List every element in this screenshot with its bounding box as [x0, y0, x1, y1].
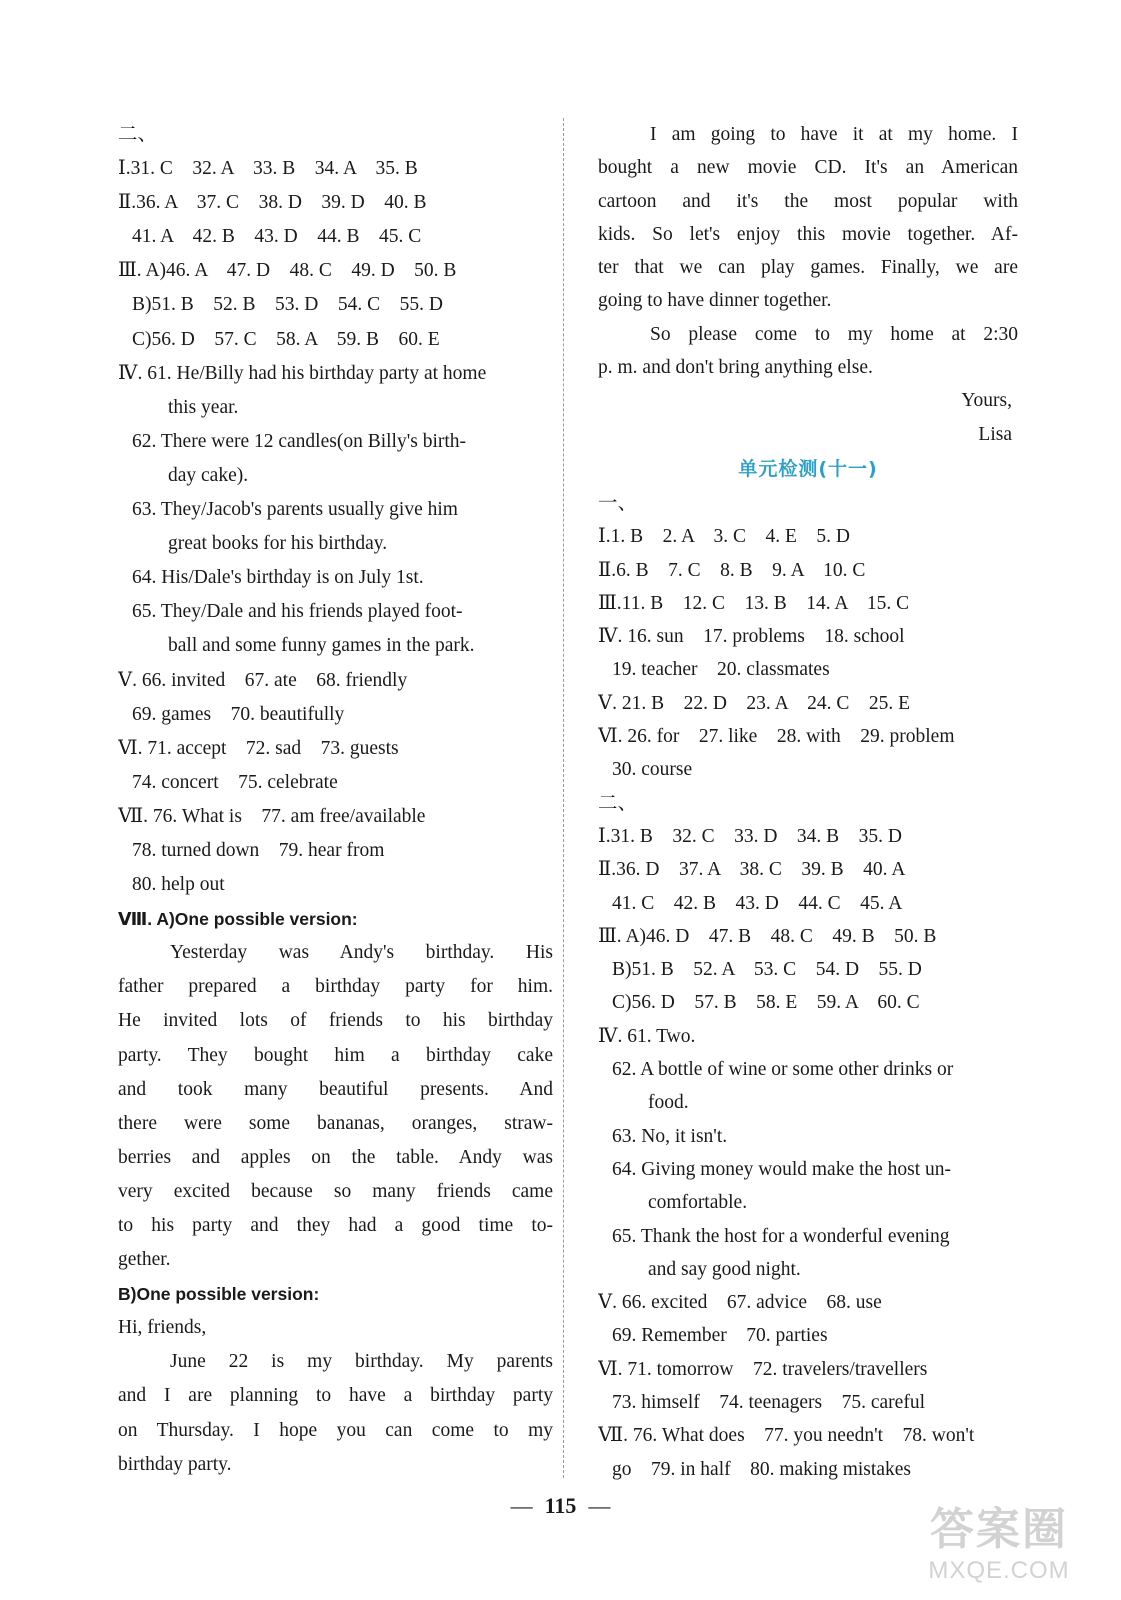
text-line: 69. games 70. beautifully — [132, 703, 345, 725]
text-line: Ⅴ. 66. invited 67. ate 68. friendly — [118, 669, 408, 691]
text-line: Ⅶ. 76. What is 77. am free/available — [118, 805, 426, 827]
text-line: gether. — [118, 1249, 171, 1271]
text-line: very excited because so many friends came — [118, 1180, 553, 1202]
text-line: I am going to have it at my home. I — [650, 124, 1018, 145]
text-line: Hi, friends, — [118, 1317, 207, 1339]
text-line: Ⅱ.6. B 7. C 8. B 9. A 10. C — [598, 559, 866, 581]
text-line: Ⅲ. A)46. A 47. D 48. C 49. D 50. B — [118, 260, 457, 282]
text-line: B)51. B 52. B 53. D 54. C 55. D — [132, 294, 443, 316]
text-line: 65. Thank the host for a wonderful evening — [612, 1225, 950, 1247]
text-line: Ⅰ.31. C 32. A 33. B 34. A 35. B — [118, 158, 418, 180]
text-line: berries and apples on the table. Andy was — [118, 1146, 553, 1168]
text-line: party. They bought him a birthday cake — [118, 1044, 553, 1066]
text-line: Ⅶ. 76. What does 77. you needn't 78. won't — [598, 1425, 975, 1447]
text-line: ter that we can play games. Finally, we are — [598, 257, 1018, 279]
text-line: Ⅳ. 61. He/Billy had his birthday party at home — [118, 362, 487, 384]
text-line: to his party and they had a good time to- — [118, 1215, 553, 1236]
text-line: 41. A 42. B 43. D 44. B 45. C — [132, 226, 422, 248]
text-line: C)56. D 57. C 58. A 59. B 60. E — [132, 328, 440, 350]
text-line: and I are planning to have a birthday party — [118, 1385, 553, 1407]
page-dash-left: — — [510, 1493, 533, 1518]
text-line: kids. So let's enjoy this movie together. Af- — [598, 223, 1018, 245]
text-line: 69. Remember 70. parties — [612, 1325, 828, 1347]
text-line: going to have dinner together. — [598, 290, 832, 312]
text-line: 二、 — [598, 792, 638, 814]
text-line: Ⅲ.11. B 12. C 13. B 14. A 15. C — [598, 592, 910, 614]
right-column — [598, 118, 1018, 1486]
text-line: Ⅱ.36. D 37. A 38. C 39. B 40. A — [598, 859, 906, 881]
text-line: 73. himself 74. teenagers 75. careful — [612, 1391, 925, 1413]
text-line: 63. They/Jacob's parents usually give him — [132, 499, 458, 521]
text-line: this year. — [168, 396, 239, 418]
text-line: Ⅳ. 61. Two. — [598, 1025, 696, 1047]
text-line: 74. concert 75. celebrate — [132, 771, 338, 793]
text-line: and took many beautiful presents. And — [118, 1078, 553, 1100]
text-line: on Thursday. I hope you can come to my — [118, 1419, 553, 1441]
text-line: Ⅵ. 71. accept 72. sad 73. guests — [118, 737, 399, 759]
text-line: 19. teacher 20. classmates — [612, 659, 830, 681]
text-line: day cake). — [168, 464, 249, 486]
text-line: 62. A bottle of wine or some other drinks or — [612, 1059, 954, 1081]
text-line: Ⅵ. 71. tomorrow 72. travelers/travellers — [598, 1358, 928, 1380]
unit-test-answers — [598, 487, 1018, 1486]
column-divider — [563, 118, 564, 1478]
text-line: 64. Giving money would make the host un- — [612, 1158, 952, 1180]
text-line: Ⅵ. 26. for 27. like 28. with 29. problem — [598, 726, 955, 748]
text-line: 一、 — [598, 492, 638, 514]
text-line: bought a new movie CD. It's an American — [598, 157, 1018, 179]
text-line: Ⅱ.36. A 37. C 38. D 39. D 40. B — [118, 192, 427, 214]
text-line: Ⅲ. A)46. D 47. B 48. C 49. B 50. B — [598, 925, 937, 947]
text-line: comfortable. — [648, 1192, 748, 1214]
text-line: there were some bananas, oranges, straw- — [118, 1112, 553, 1134]
text-line: 二、 — [118, 124, 158, 145]
text-line: C)56. D 57. B 58. E 59. A 60. C — [612, 992, 920, 1014]
watermark-title: 答案圈 — [930, 1505, 1068, 1554]
text-line: ball and some funny games in the park. — [168, 635, 475, 657]
text-line: Ⅰ.1. B 2. A 3. C 4. E 5. D — [598, 526, 851, 548]
watermark-url: MXQE.COM — [928, 1557, 1070, 1584]
text-line: cartoon and it's the most popular with — [598, 190, 1018, 212]
text-line: He invited lots of friends to his birthday — [118, 1010, 553, 1032]
text-line: p. m. and don't bring anything else. — [598, 357, 873, 379]
page-dash-right: — — [588, 1493, 611, 1518]
text-line: B)51. B 52. A 53. C 54. D 55. D — [612, 959, 922, 981]
text-line: 78. turned down 79. hear from — [132, 839, 385, 861]
text-line: birthday party. — [118, 1453, 232, 1475]
text-line: 80. help out — [132, 874, 225, 896]
left-column — [118, 118, 553, 1482]
text-line: Ⅷ. A)One possible version: — [118, 909, 358, 930]
text-line: food. — [648, 1092, 689, 1114]
text-line: great books for his birthday. — [168, 533, 388, 555]
text-line: Yours, — [961, 390, 1012, 412]
text-line: 62. There were 12 candles(on Billy's birth- — [132, 430, 467, 452]
text-line: B)One possible version: — [118, 1284, 320, 1305]
text-line: father prepared a birthday party for him. — [118, 976, 553, 998]
page-number-value: 115 — [544, 1493, 577, 1518]
text-line: 63. No, it isn't. — [612, 1125, 728, 1147]
text-line: go 79. in half 80. making mistakes — [612, 1458, 911, 1480]
text-line: June 22 is my birthday. My parents — [170, 1351, 553, 1373]
text-line: Ⅳ. 16. sun 17. problems 18. school — [598, 626, 905, 648]
text-line: and say good night. — [648, 1258, 801, 1280]
watermark-logo — [899, 1504, 1099, 1594]
text-line: Ⅴ. 66. excited 67. advice 68. use — [598, 1292, 882, 1314]
text-line: 30. course — [612, 759, 693, 781]
text-line: 41. C 42. B 43. D 44. C 45. A — [612, 892, 903, 914]
text-line: Ⅰ.31. B 32. C 33. D 34. B 35. D — [598, 825, 903, 847]
text-line: 64. His/Dale's birthday is on July 1st. — [132, 567, 424, 589]
text-line: 65. They/Dale and his friends played foot- — [132, 601, 463, 623]
letter-continuation — [598, 118, 1018, 451]
text-line: Lisa — [978, 423, 1012, 445]
text-line: So please come to my home at 2:30 — [650, 323, 1018, 345]
text-line: Ⅴ. 21. B 22. D 23. A 24. C 25. E — [598, 692, 911, 714]
section-heading: 单元检测(十一) — [738, 457, 878, 480]
text-line: Yesterday was Andy's birthday. His — [170, 942, 553, 964]
